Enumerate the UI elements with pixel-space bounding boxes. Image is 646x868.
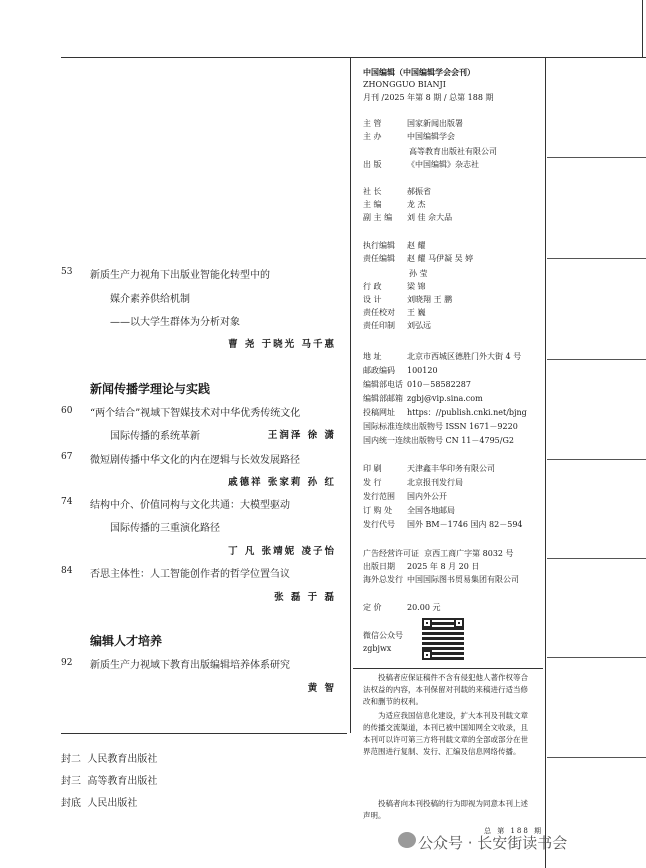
cover-label: 封底 人民出版社 bbox=[61, 798, 138, 809]
wechat-icon bbox=[398, 832, 416, 848]
exec-editor-row: 执行编辑 赵 耀 bbox=[363, 241, 426, 250]
pub-date-row: 出版日期 2025 年 8 月 20 日 bbox=[363, 562, 480, 571]
margin-tick bbox=[547, 757, 646, 758]
notice-paragraph: 投稿者应保证稿件不含有侵犯他人著作权等合法权益的内容，本刊保留对刊载的来稿进行适当修改和删节的权利。 bbox=[363, 673, 528, 706]
notice-top-rule bbox=[353, 668, 543, 669]
page-number: 67 bbox=[61, 452, 73, 462]
cover-label: 封三 高等教育出版社 bbox=[61, 776, 158, 787]
host-row: 主 办 中国编辑学会 bbox=[363, 132, 455, 141]
wechat-id: zgbjwx bbox=[363, 644, 392, 653]
top-rule bbox=[61, 57, 646, 58]
submit-url-row: 投稿网址 https：//publish.cnki.net/bjng bbox=[363, 408, 527, 417]
bottom-rule bbox=[61, 733, 347, 734]
article-authors: 戚德祥 张家莉 孙 红 bbox=[228, 477, 336, 488]
host-row-2: 高等教育出版社有限公司 bbox=[409, 147, 497, 156]
article-authors: 张 磊 于 磊 bbox=[274, 592, 336, 603]
distributor-row: 发 行 北京报刊发行局 bbox=[363, 478, 463, 487]
admin-row: 行 政 梁 锦 bbox=[363, 282, 426, 291]
margin-tick bbox=[547, 459, 646, 460]
print-row: 责任印制 刘弘远 bbox=[363, 321, 431, 330]
wechat-label: 微信公众号 bbox=[363, 631, 403, 640]
margin-tick bbox=[547, 157, 646, 158]
page-number: 53 bbox=[61, 267, 73, 277]
article-title: 结构中介、价值同构与文化共通：大模型驱动 bbox=[90, 500, 290, 511]
article-title: 否思主体性：人工智能创作者的哲学位置刍议 bbox=[90, 569, 290, 580]
editor-row: 主 编 龙 杰 bbox=[363, 200, 426, 209]
article-title: 微短剧传播中华文化的内在逻辑与长效发展路径 bbox=[90, 455, 300, 466]
article-title: 新质生产力视域下教育出版编辑培养体系研究 bbox=[90, 660, 290, 671]
resp-editor-row-2: 孙 莹 bbox=[409, 269, 428, 278]
design-row: 设 计 刘晓翔 王 鹏 bbox=[363, 295, 453, 304]
sponsor-row: 主 管 国家新闻出版署 bbox=[363, 119, 463, 128]
code-row: 发行代号 国外 BM－1746 国内 82－594 bbox=[363, 520, 523, 529]
far-edge-rule bbox=[642, 0, 643, 57]
section-heading: 新闻传播学理论与实践 bbox=[90, 382, 211, 396]
cn-row: 国内统一连续出版物号 CN 11－4795/G2 bbox=[363, 436, 514, 445]
issn-row: 国际标准连续出版物号 ISSN 1671－9220 bbox=[363, 422, 518, 431]
overseas-row: 海外总发行 中国国际图书贸易集团有限公司 bbox=[363, 575, 519, 584]
section-heading: 编辑人才培养 bbox=[90, 634, 163, 648]
journal-title: 中国编辑（中国编辑学会会刊） bbox=[363, 67, 475, 77]
article-authors: 黄 智 bbox=[307, 683, 336, 694]
margin-tick bbox=[547, 258, 646, 259]
issue-info: 月刊 /2025 年第 8 期 / 总第 188 期 bbox=[363, 93, 494, 102]
range-row: 发行范围 国内外公开 bbox=[363, 492, 447, 501]
article-title: 国际传播的三重演化路径 bbox=[110, 523, 220, 534]
margin-tick bbox=[547, 359, 646, 360]
printer-row: 印 刷 天津鑫丰华印务有限公司 bbox=[363, 464, 495, 473]
page-number: 74 bbox=[61, 497, 73, 507]
ad-license-row: 广告经营许可证 京西工商广字第 8032 号 bbox=[363, 549, 514, 558]
article-title: 媒介素养供给机制 bbox=[110, 294, 190, 305]
phone-row: 编辑部电话 010－58582287 bbox=[363, 380, 471, 389]
page-number: 84 bbox=[61, 566, 73, 576]
deputy-row: 副 主 编 刘 佳 佘大品 bbox=[363, 213, 453, 222]
article-title: 国际传播的系统革新 bbox=[110, 431, 200, 442]
notice-paragraph: 为适应我国信息化建设，扩大本刊及刊载文章的传播交流渠道，本刊已被中国知网全文收录，且本刊可以许可第三方将刊载文章的全部或部分在世界范围进行复制、发行、汇编及信息网络传播。 bbox=[363, 711, 528, 756]
publisher-row: 出 版 《中国编辑》杂志社 bbox=[363, 160, 479, 169]
page-number: 60 bbox=[61, 406, 73, 416]
right-edge-rule bbox=[545, 57, 546, 868]
article-subtitle: ——以大学生群体为分析对象 bbox=[110, 317, 240, 328]
page-number: 92 bbox=[61, 658, 73, 668]
address-row: 地 址 北京市西城区德胜门外大街 4 号 bbox=[363, 352, 522, 361]
qr-code-icon bbox=[422, 618, 464, 660]
article-title: 新质生产力视角下出版业智能化转型中的 bbox=[90, 270, 270, 281]
margin-tick bbox=[547, 657, 646, 658]
page-footer: 总 第 188 期 bbox=[484, 827, 544, 835]
watermark: 公众号 · 长安街读书会 bbox=[418, 834, 568, 852]
price-row: 定 价 20.00 元 bbox=[363, 603, 441, 612]
column-divider bbox=[350, 57, 351, 733]
article-title: “两个结合”视域下智媒技术对中华优秀传统文化 bbox=[90, 408, 301, 419]
article-authors: 曹 尧 于晓光 马千惠 bbox=[228, 339, 336, 350]
president-row: 社 长 郝振省 bbox=[363, 187, 431, 196]
order-row: 订 购 处 全国各地邮局 bbox=[363, 506, 455, 515]
notice-paragraph: 投稿者向本刊投稿的行为即视为同意本刊上述声明。 bbox=[363, 799, 528, 820]
proof-row: 责任校对 王 巍 bbox=[363, 308, 426, 317]
article-authors: 王润泽 徐 潇 bbox=[267, 430, 336, 441]
cover-label: 封二 人民教育出版社 bbox=[61, 754, 158, 765]
article-authors: 丁 凡 张靖妮 凌子怡 bbox=[228, 546, 336, 557]
journal-pinyin: ZHONGGUO BIANJI bbox=[363, 80, 446, 89]
resp-editor-row: 责任编辑 赵 耀 马伊凝 吴 婷 bbox=[363, 254, 474, 263]
zip-row: 邮政编码 100120 bbox=[363, 366, 438, 375]
margin-tick bbox=[547, 558, 646, 559]
email-row: 编辑部邮箱 zgbj@vip.sina.com bbox=[363, 394, 483, 403]
